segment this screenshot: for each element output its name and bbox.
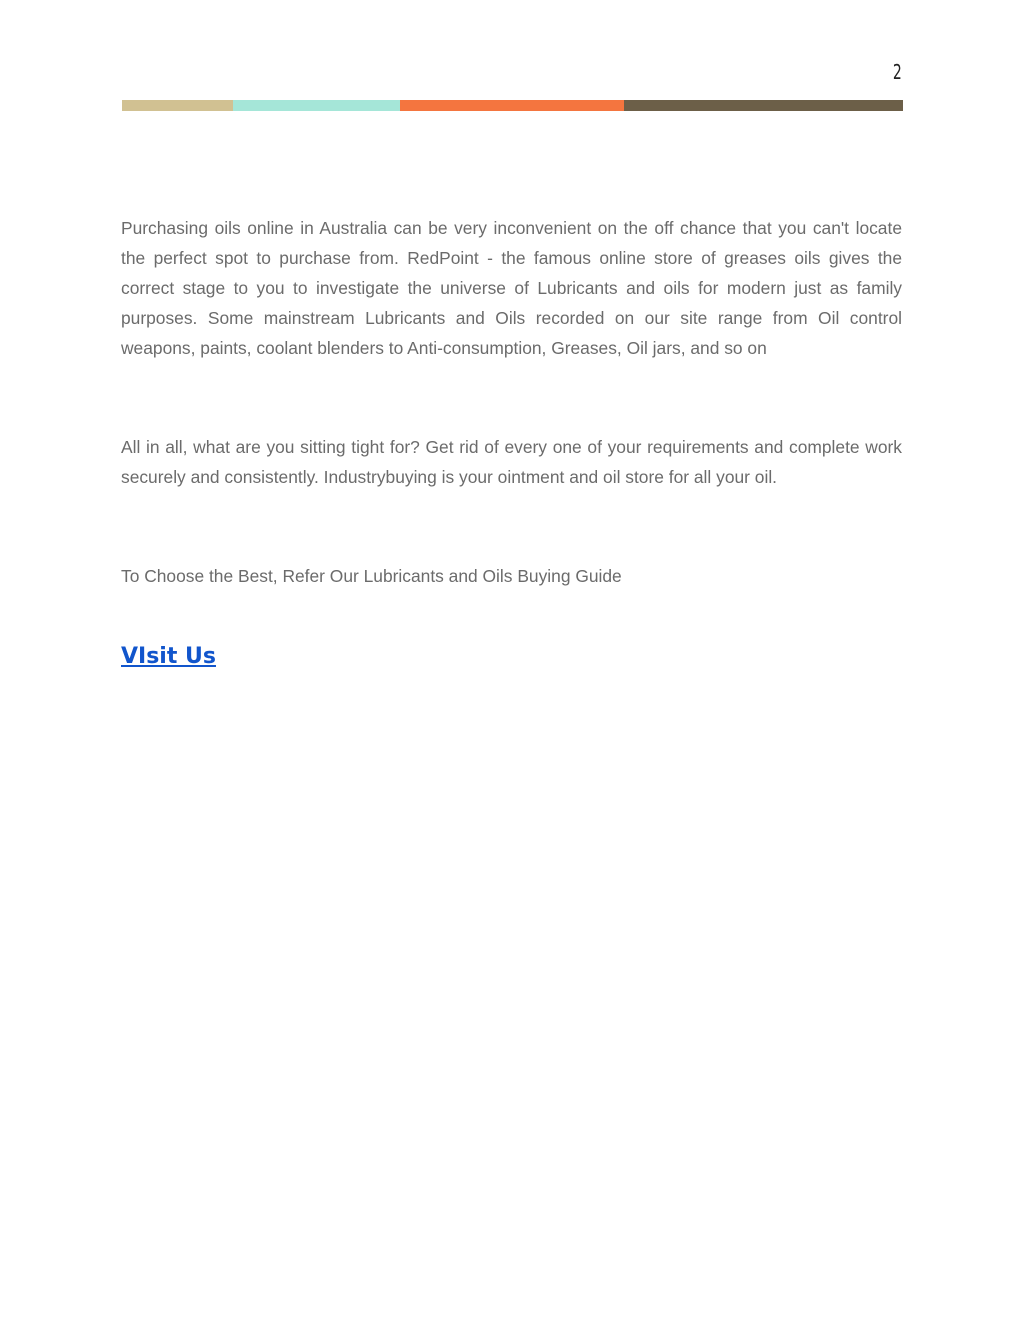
header-color-bar [122,100,903,111]
intro-paragraph: Purchasing oils online in Australia can be very inconvenient on the off chance that you can't locate the perfect spot to purchase from. RedPoint - the famous online store of greases oils gives the correct stage to you to investigate the universe of Lubricants and oils for modern just as family purposes. Some mainstream Lubricants and Oils recorded on our site range from Oil control weapons, paints, coolant blenders to Anti-consumption, Greases, Oil jars, and so on [121,218,902,358]
document-body [121,213,902,673]
summary-paragraph: All in all, what are you sitting tight for? Get rid of every one of your requirements and complete work securely and consistently. Industrybuying is your ointment and oil store for all your oil. [121,437,902,487]
buying-guide-paragraph: To Choose the Best, Refer Our Lubricants and Oils Buying Guide [121,566,622,586]
visit-us-link[interactable]: VIsit Us [121,644,216,669]
color-bar-segment-brown [624,100,903,111]
color-bar-segment-tan [122,100,233,111]
color-bar-segment-orange [400,100,624,111]
color-bar-segment-mint [233,100,400,111]
page-number: 2 [893,60,902,84]
